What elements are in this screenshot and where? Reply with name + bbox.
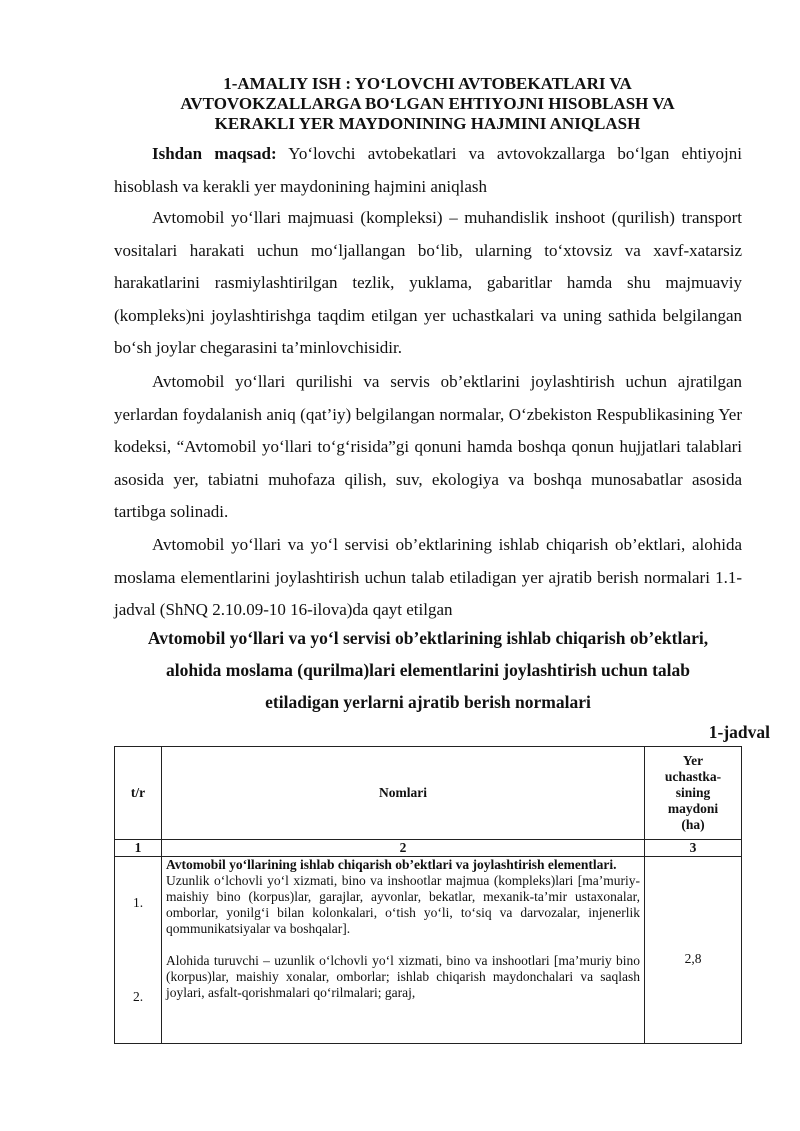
table-caption — [114, 622, 742, 718]
header-name: Nomlari — [162, 747, 645, 840]
paragraph-2-text: Avtomobil yo‘llari qurilishi va servis ob’ektlarini joylashtirish uchun ajratilgan yerlardan foydalanish aniq (qat’iy) belgilangan normalar, O‘zbekiston Respublikasining Yer kodeksi, “Avtomobil yo‘llari to‘g‘risida”gi qonuni hamda boshqa qonun hujjatlari talablari asosida yer, tabiatni muhofaza qilish, suv, ekologiya va boshqa munosabatlar asosida tartibga solinadi. — [114, 372, 742, 521]
section-heading: Avtomobil yo‘llarining ishlab chiqarish ob’ektlari va joylashtirish elementlari. — [166, 857, 617, 872]
area-value: 2,8 — [684, 951, 702, 966]
paragraph-2 — [114, 366, 742, 529]
header-area-line: Yer — [682, 753, 704, 768]
caption-line-3: etiladigan yerlarni ajratib berish normalari — [265, 692, 591, 712]
row-description-cell — [162, 857, 645, 1044]
area-cell — [645, 857, 742, 1044]
header-area-line: uchastka- — [664, 769, 722, 784]
caption-line-1: Avtomobil yo‘llari va yo‘l servisi ob’ektlarining ishlab chiqarish ob’ektlari, — [147, 628, 709, 648]
title-line-2: AVTOVOKZALLARGA BO‘LGAN EHTIYOJNI HISOBLASH VA — [180, 94, 675, 113]
column-number: 1 — [115, 840, 162, 857]
title-line-1: 1-AMALIY ISH : YO‘LOVCHI AVTOBEKATLARI VA — [223, 74, 632, 93]
title-line-3: KERAKLI YER MAYDONINING HAJMINI ANIQLASH — [214, 114, 641, 133]
table-header-row — [115, 747, 742, 840]
column-number: 3 — [645, 840, 742, 857]
goal-text: Yo‘lovchi avtobekatlari va avtovokzallarga bo‘lgan ehtiyojni hisoblash va kerakli yer maydonining hajmini aniqlash — [114, 144, 742, 196]
caption-line-2: alohida moslama (qurilma)lari elementlarini joylashtirish uchun talab — [165, 660, 691, 680]
row-number: 1. — [132, 895, 144, 910]
header-area-line: sining — [675, 785, 711, 800]
row-number: 2. — [132, 989, 144, 1004]
item-1-text: Uzunlik o‘lchovli yo‘l xizmati, bino va inshootlar majmua (kompleks)lari [ma’muriy-maishiy bino (korpus)lar, garajlar, ayvonlar, bekatlar, mexanik-ta’mir ustaxonalar, omborlar, yonilg‘i bilan kolonkalari, o‘tish yo‘li, to‘siq va darvozalar, injenerlik qommunikatsiyalar va boshqalar]. — [166, 873, 640, 936]
document-title — [150, 74, 705, 134]
header-area-line: (ha) — [681, 817, 705, 832]
paragraph-3 — [114, 529, 742, 627]
paragraph-1 — [114, 202, 742, 365]
goal-label: Ishdan maqsad: — [152, 144, 277, 163]
paragraph-1-text: Avtomobil yo‘llari majmuasi (kompleksi) – muhandislik inshoot (qurilish) transport vositalari harakati uchun mo‘ljallangan bo‘lib, ularning to‘xtovsiz va xavf-xatarsiz harakatlarini rasmiylashtirilgan tezlik, yuklama, gabaritlar hamda shu majmuaviy (kompleks)ni joylashtirishga taqdim etilgan yer uchastkalari va uning sathida belgilangan bo‘sh joylar chegarasini ta’minlovchisidir. — [114, 208, 742, 357]
paragraph-3-text: Avtomobil yo‘llari va yo‘l servisi ob’ektlarining ishlab chiqarish ob’ektlari, alohida moslama elementlarini joylashtirish uchun talab etiladigan yer ajratib berish normalari 1.1-jadval (ShNQ 2.10.09-10 16-ilova)da qayt etilgan — [114, 535, 742, 619]
norms-table — [114, 746, 742, 1044]
header-area — [645, 747, 742, 840]
row-number-cell — [115, 857, 162, 1044]
column-number: 2 — [162, 840, 645, 857]
goal-paragraph — [114, 138, 742, 203]
table-row — [115, 857, 742, 1044]
header-area-line: maydoni — [667, 801, 719, 816]
column-number-row — [115, 840, 742, 857]
table-label: 1-jadval — [708, 722, 770, 742]
header-index: t/r — [115, 747, 162, 840]
item-2-text: Alohida turuvchi – uzunlik o‘lchovli yo‘l xizmati, bino va inshootlari [ma’muriy bino (korpus)lar, maishiy xonalar, omborlar; ishlab chiqarish maydonchalari va saqlash joylari, asfalt-qorishmalari qo‘rilmalari; garaj, — [166, 953, 640, 1000]
